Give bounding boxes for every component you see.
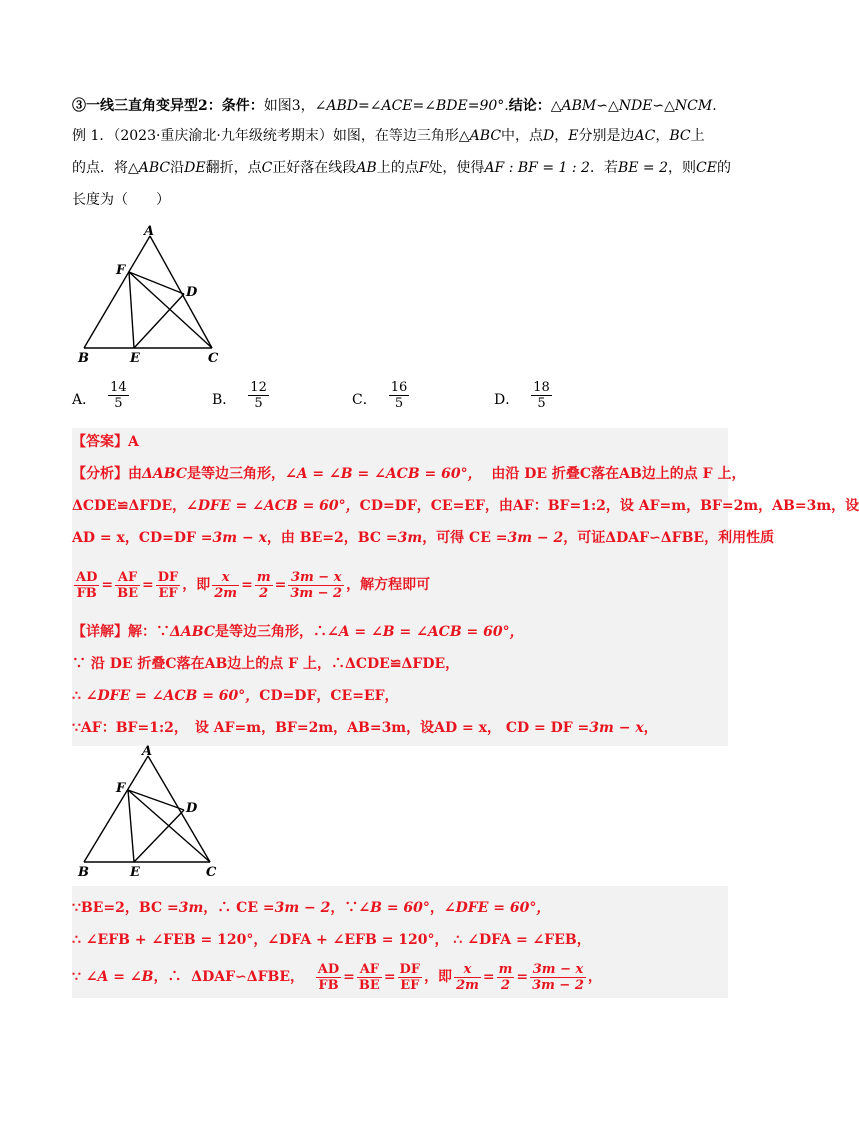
detail-line-1 <box>72 622 524 642</box>
problem-text: ， <box>655 128 670 144</box>
answer-choices <box>72 380 672 420</box>
detail-line-6 <box>72 930 591 950</box>
detail-text: ∴ <box>72 688 81 704</box>
detail-line-7: ∵ ∠A = ∠B，∴ ΔDAF∽ΔFBE， $\frac{AD}{FB}$ = $\frac{AF}{BE}$ = $\frac{DF}{EF}$ ，即 $\frac{x}{2m}$ = $\frac{m}{2}$ = $\frac{3m - x}{3m - 2}$ ， <box>72 961 602 993</box>
denominator: 2 <box>259 585 269 601</box>
analysis-text: ，即 <box>182 577 211 593</box>
detail-math: ΔDAF∽ΔFBE <box>191 969 291 985</box>
numerator: 18 <box>533 380 550 395</box>
denominator: 3m − 2 <box>290 585 343 601</box>
detail-text: ∴ <box>453 932 463 948</box>
label-f: F <box>116 781 126 796</box>
label-f: F <box>116 263 126 278</box>
heading-condition: ∠ABD=∠ACE=∠BDE=90°. <box>314 98 509 114</box>
heading-line <box>72 96 717 116</box>
problem-math: AF : BF = 1 : 2 <box>484 160 590 176</box>
problem-text: 例 1．（2023·重庆渝北·九年级统考期末）如图，在等边三角形 <box>72 128 459 144</box>
detail-line-4 <box>72 718 658 738</box>
detail-text: CD=DF，CE=EF， <box>259 688 399 704</box>
choice-fraction <box>108 380 129 411</box>
side-ab <box>84 236 150 348</box>
analysis-line-4: $\frac{AD}{FB}$ = $\frac{AF}{BE}$ = $\frac{DF}{EF}$ ，即 $\frac{x}{2m}$ = $\frac{m}{2}$ = $\frac{3m - x}{3m - 2}$ ，解方程即可 <box>76 569 431 601</box>
numerator: AD <box>317 961 340 977</box>
choice-c[interactable] <box>352 380 411 411</box>
problem-line-1 <box>72 126 705 146</box>
label-a: A <box>142 744 153 759</box>
fraction <box>212 570 239 601</box>
analysis-text: ，可得 CE = <box>422 530 508 546</box>
answer-tag: 【答案】 <box>72 434 128 450</box>
problem-text: 长度为（ ） <box>72 192 170 208</box>
denominator: 5 <box>114 396 123 411</box>
numerator: m <box>498 961 513 977</box>
fraction <box>454 962 481 993</box>
detail-math: ∠DFE = ∠ACB = 60°， <box>85 688 260 704</box>
problem-math: AC <box>634 128 656 144</box>
analysis-line-1 <box>72 464 745 484</box>
detail-math: ∠DFE = 60°， <box>443 900 551 916</box>
fraction <box>115 570 140 601</box>
label-e: E <box>130 865 140 880</box>
numerator: 12 <box>250 380 267 395</box>
problem-math: E <box>568 128 579 144</box>
heading-conclusion: △ABM∽△NDE∽△NCM. <box>550 98 717 114</box>
problem-text: ．若 <box>589 160 618 176</box>
denominator: 5 <box>254 396 263 411</box>
numerator: AD <box>76 569 98 585</box>
fraction <box>497 962 515 993</box>
detail-text: ，∴ <box>153 969 182 985</box>
analysis-text: ，由 BE=2，BC = <box>266 530 398 546</box>
detail-text: 解：∵ <box>128 624 170 640</box>
choice-fraction <box>531 380 552 411</box>
denominator: BE <box>117 585 139 601</box>
fraction <box>156 570 181 601</box>
numerator: 3m − x <box>288 570 344 586</box>
problem-math: CE <box>696 160 717 176</box>
denominator: 2 <box>500 977 511 993</box>
detail-text: ∵ <box>72 969 81 985</box>
analysis-math: ∠A = ∠B = ∠ACB = 60°， <box>284 466 482 482</box>
detail-math: ∠A = ∠B = ∠ACB = 60°， <box>326 624 524 640</box>
choice-fraction <box>248 380 269 411</box>
problem-text: 的 <box>716 160 731 176</box>
choice-d[interactable] <box>494 380 554 411</box>
label-b: B <box>78 865 89 880</box>
problem-text: 的点．将 <box>72 160 128 176</box>
problem-text: ，则 <box>668 160 696 176</box>
denominator: 5 <box>537 396 546 411</box>
figure-background <box>72 746 222 884</box>
detail-line-2 <box>72 654 459 674</box>
problem-text: ， <box>554 128 569 144</box>
choice-label: B． <box>212 391 237 408</box>
numerator: AF <box>357 962 382 978</box>
problem-math: DE <box>184 160 206 176</box>
problem-text: 正好落在线段 <box>272 160 357 176</box>
problem-math: D <box>543 128 555 144</box>
denominator: BE <box>358 977 380 993</box>
label-d: D <box>186 801 198 816</box>
problem-text: 上的点 <box>376 160 419 176</box>
numerator: AF <box>115 570 140 586</box>
problem-math: C <box>261 160 273 176</box>
detail-text: = <box>113 969 125 985</box>
detail-math: ∠B <box>129 969 154 985</box>
detail-text: ， <box>290 969 305 985</box>
choice-a[interactable] <box>72 380 131 411</box>
denominator: FB <box>318 977 339 993</box>
detail-math: ∠A <box>85 969 109 985</box>
detail-text: ∵BE=2，BC = <box>72 900 179 916</box>
label-a: A <box>144 224 155 239</box>
analysis-math: 3m − x <box>212 530 267 546</box>
numerator: 16 <box>390 380 408 395</box>
numerator: DF <box>157 569 179 585</box>
segment-fe <box>129 272 134 348</box>
problem-math: △ABC <box>458 128 502 144</box>
analysis-text: CD=DF，CE=EF，由AF：BF=1:2，设 AF=m，BF=2m，AB=3m，设 <box>359 498 859 514</box>
detail-text: ∴ <box>72 932 81 948</box>
detail-text: ∵AF：BF=1:2， 设 AF=m，BF=2m，AB=3m，设 <box>72 720 435 736</box>
problem-text: 上 <box>690 128 705 144</box>
detail-math: ΔCDE≌ΔFDE， <box>344 656 460 672</box>
analysis-math: ΔABC <box>142 466 187 482</box>
segment-ed <box>134 294 184 348</box>
fraction <box>288 570 344 601</box>
numerator: DF <box>399 961 421 977</box>
detail-math: AD = x， <box>434 720 501 736</box>
fraction <box>74 570 99 601</box>
detail-text: ， <box>643 720 658 736</box>
analysis-text: ΔCDE≌ΔFDE， <box>72 498 187 514</box>
choice-label: A． <box>72 391 97 408</box>
label-d: D <box>186 285 198 300</box>
analysis-math: 3m − 2 <box>507 530 564 546</box>
detail-math: ∠EFB + ∠FEB = 120°， <box>85 932 268 948</box>
analysis-tag: 【分析】 <box>72 466 128 482</box>
fraction <box>316 962 341 993</box>
detail-text: ， <box>587 969 602 985</box>
problem-line-3 <box>72 190 170 210</box>
segment-fc <box>129 272 212 348</box>
detail-line-5 <box>72 898 550 918</box>
denominator: EF <box>400 977 420 993</box>
detail-text: ，∵ <box>330 900 359 916</box>
label-c: C <box>206 865 217 880</box>
analysis-math: ∠DFE = ∠ACB = 60°， <box>186 498 360 514</box>
analysis-text: AD = x，CD=DF = <box>72 530 213 546</box>
fraction <box>357 962 382 993</box>
numerator: 14 <box>110 380 127 395</box>
problem-text: 处，使得 <box>428 160 485 176</box>
analysis-math: 3m <box>397 530 423 546</box>
detail-math: ∠B = 60° <box>358 900 430 916</box>
detail-text: ∵ 沿 DE 折叠C落在AB边上的点 F 上，∴ <box>72 656 345 672</box>
heading-text: 如图3， <box>263 98 315 114</box>
numerator: 3m − x <box>530 962 586 978</box>
analysis-text: 是等边三角形， <box>186 466 285 482</box>
detail-math: 3m − 2 <box>274 900 331 916</box>
choice-label: C． <box>352 391 377 408</box>
analysis-text: ，可证 <box>563 530 606 546</box>
problem-math: △ABC <box>128 160 171 176</box>
analysis-line-3 <box>72 528 774 548</box>
label-e: E <box>130 351 140 366</box>
numerator: x <box>454 962 481 978</box>
detail-math: 3m − x <box>589 720 644 736</box>
choice-b[interactable] <box>212 380 271 411</box>
detail-tag: 【详解】 <box>72 624 128 640</box>
analysis-text: ，利用性质 <box>704 530 775 546</box>
analysis-text: 由 <box>128 466 142 482</box>
detail-math: ∠DFA = ∠FEB， <box>467 932 591 948</box>
answer-line <box>72 432 139 452</box>
fraction <box>398 962 423 993</box>
label-c: C <box>208 351 219 366</box>
numerator: x <box>212 570 239 586</box>
numerator: m <box>256 569 271 585</box>
problem-text: 分别是边 <box>578 128 635 144</box>
label-b: B <box>78 351 89 366</box>
denominator: 3m − 2 <box>532 977 584 993</box>
denominator: 5 <box>394 396 404 411</box>
analysis-text: 由沿 DE 折叠C落在AB边上的点 F 上， <box>491 466 746 482</box>
detail-math: ΔABC <box>170 624 215 640</box>
triangle-figure-1 <box>72 222 232 364</box>
answer-value: A <box>128 434 139 450</box>
fraction <box>530 962 586 993</box>
analysis-text: ，解方程即可 <box>346 577 431 593</box>
heading-marker: ③一线三直角变异型2：条件： <box>72 98 264 114</box>
detail-text: ， <box>429 900 444 916</box>
problem-math: AB <box>356 160 377 176</box>
denominator: 2m <box>456 977 479 993</box>
analysis-line-2 <box>72 496 859 516</box>
side-ac <box>150 236 212 348</box>
problem-line-2 <box>72 158 731 178</box>
detail-text: 是等边三角形，∴ <box>214 624 327 640</box>
denominator: 2m <box>214 585 238 601</box>
detail-line-3 <box>72 686 399 706</box>
denominator: FB <box>76 585 97 601</box>
choice-label: D． <box>494 391 520 408</box>
problem-math: F <box>418 160 429 176</box>
choice-fraction <box>389 380 410 411</box>
problem-text: 沿 <box>170 160 185 176</box>
detail-math: 3m <box>178 900 204 916</box>
triangle-figure-2 <box>72 746 222 884</box>
detail-text: ，∴ CE = <box>203 900 275 916</box>
denominator: EF <box>158 585 178 601</box>
problem-math: BE = 2 <box>617 160 668 176</box>
detail-text: CD = DF = <box>505 720 590 736</box>
heading-conclusion-label: 结论： <box>508 98 551 114</box>
detail-math: ∠DFA + ∠EFB = 120°， <box>267 932 449 948</box>
problem-text: 中，点 <box>501 128 544 144</box>
problem-text: 翻折，点 <box>205 160 262 176</box>
detail-text: ，即 <box>424 969 453 985</box>
problem-math: BC <box>669 128 691 144</box>
fraction <box>255 570 273 601</box>
analysis-math: ΔDAF∽ΔFBE <box>605 530 705 546</box>
